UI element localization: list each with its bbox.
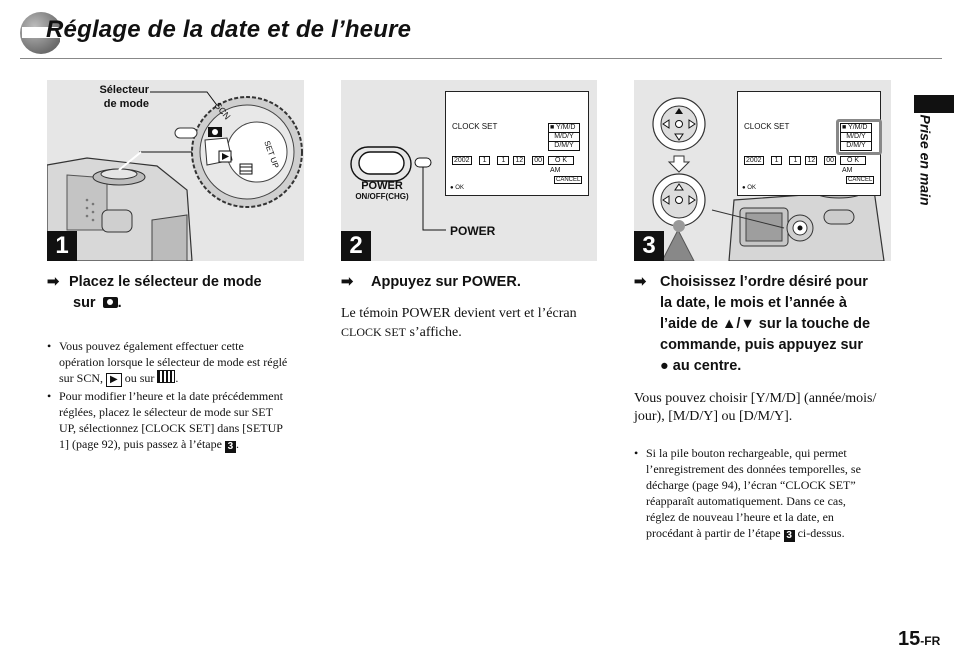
step3-instruction-line1: Choisissez l’ordre désiré pour — [660, 274, 868, 290]
power-callout: POWER — [450, 224, 496, 238]
step1-note2-line4: 1] (page 92), puis passez à l’étape — [59, 437, 222, 451]
lcd-format-mdy[interactable]: M/D/Y — [548, 133, 580, 142]
step2-description-line2: s’affiche. — [406, 325, 462, 340]
step2-instruction — [341, 272, 601, 293]
camera-icon — [103, 297, 118, 308]
lcd3-hour-field[interactable]: 12 — [807, 157, 816, 164]
dial-setup-label: SET UP — [262, 139, 281, 170]
lcd3-month-field[interactable]: 1 — [771, 156, 783, 165]
step3-note-line4: réapparaît automatiquement. Dans ce cas, — [646, 494, 846, 508]
page-number-value: 15 — [898, 628, 921, 650]
step3-description-line2: jour), [M/D/Y] ou [D/M/Y]. — [634, 409, 793, 424]
power-label-sub: ON/OFF(CHG) — [355, 192, 409, 201]
lcd3-format-ymd[interactable]: ■ Y/M/D — [840, 123, 872, 133]
lcd3-minute-field[interactable]: 00 — [826, 157, 834, 164]
side-tab-marker — [914, 95, 954, 113]
clock-set-screen-step3 — [737, 91, 881, 196]
step1-illustration — [47, 80, 304, 261]
step1-note-2: • Pour modifier l’heure et la date précédemment réglées, placez le sélecteur de mode sur SET UP, sélectionnez [CLOCK SET] dans [SETUP 1] (page 92), puis passez à l’étape 3 . — [46, 388, 308, 453]
step-number-2: 2 — [341, 231, 371, 261]
lcd3-format-mdy[interactable]: M/D/Y — [840, 133, 872, 142]
step1-note1-line2: opération lorsque le sélecteur de mode est réglé — [59, 355, 288, 369]
lcd3-title: CLOCK SET — [744, 122, 790, 131]
lcd3-format-list — [840, 123, 872, 151]
page-number — [898, 628, 940, 651]
arrow-right-icon: ➡ — [634, 274, 647, 290]
step1-instruction: ➡ Placez le sélecteur de mode sur . — [47, 274, 262, 311]
lcd-am: AM — [550, 167, 561, 174]
lcd3-am: AM — [842, 167, 853, 174]
step3-instruction-line4: commande, puis appuyez sur — [660, 337, 864, 353]
page-number-suffix: -FR — [920, 634, 941, 648]
step1-instruction-line1: Placez le sélecteur de mode — [69, 274, 262, 290]
step-ref-badge: 3 — [225, 441, 236, 453]
step3-note-1 — [633, 445, 903, 542]
lcd3-footer: ● OK — [742, 185, 756, 191]
title-divider — [20, 58, 942, 59]
power-label-main: POWER — [361, 180, 403, 192]
lcd-year-field[interactable]: 2002 — [454, 157, 470, 164]
side-tab-label: Prise en main — [917, 114, 934, 206]
play-icon: ▶ — [106, 373, 122, 387]
step3-description-line1: Vous pouvez choisir [Y/M/D] (année/mois/ — [634, 391, 877, 406]
step3-notes — [633, 445, 903, 543]
step2-illustration — [341, 80, 597, 261]
lcd3-fields-row — [744, 156, 866, 165]
step1-note1-line3b: ou sur — [124, 371, 155, 385]
dial-scn-label: SCN — [212, 100, 233, 122]
step2-instruction-text: Appuyez sur POWER. — [371, 274, 521, 290]
step1-note1-line3a: sur SCN, — [59, 371, 104, 385]
step3-note-line6: procédant à partir de l’étape — [646, 526, 781, 540]
lcd-footer: ● OK — [450, 185, 464, 191]
step-number-1: 1 — [47, 231, 77, 261]
mode-selector-label — [73, 83, 149, 111]
step2-description — [341, 305, 611, 342]
lcd-cancel-button[interactable]: CANCEL — [556, 177, 581, 183]
lcd3-ok-button[interactable]: O K — [840, 156, 866, 165]
lcd-format-dmy[interactable]: D/M/Y — [548, 142, 580, 151]
step3-illustration — [634, 80, 891, 261]
step3-note-line5: réglez de nouveau l’heure et la date, en — [646, 510, 834, 524]
film-icon — [157, 370, 175, 383]
lcd-fields-row — [452, 156, 574, 165]
step3-instruction — [634, 272, 904, 377]
step3-note-line3: décharge (page 94), l’écran “CLOCK SET” — [646, 478, 856, 492]
lcd-ok-button[interactable]: O K — [548, 156, 574, 165]
step1-note2-line1: • Pour modifier l’heure et la date précédemment — [59, 389, 283, 403]
step3-note-line2: l’enregistrement des données temporelles, se — [646, 462, 861, 476]
step3-note-line1: • Si la pile bouton rechargeable, qui permet — [646, 446, 847, 460]
arrow-right-icon: ➡ — [47, 274, 60, 290]
lcd-format-ymd[interactable]: ■ Y/M/D — [548, 123, 580, 133]
page-title: Réglage de la date et de l’heure — [46, 16, 412, 43]
power-label — [345, 180, 419, 201]
step2-description-clockset: CLOCK SET — [341, 325, 407, 339]
mode-selector-label-line2: de mode — [103, 98, 149, 110]
lcd-hour-field[interactable]: 12 — [515, 157, 524, 164]
step-number-3: 3 — [634, 231, 664, 261]
step1-note2-line2: réglées, placez le sélecteur de mode sur SET — [59, 405, 273, 419]
step1-note2-line3: UP, sélectionnez [CLOCK SET] dans [SETUP — [59, 421, 283, 435]
lcd-month-field[interactable]: 1 — [479, 156, 491, 165]
step3-instruction-line5: ● au centre. — [660, 358, 742, 374]
lcd3-cancel-button[interactable]: CANCEL — [848, 177, 873, 183]
step-ref-badge: 3 — [784, 530, 795, 542]
step3-instruction-line2: la date, le mois et l’année à — [660, 295, 847, 311]
step1-note-1: • Vous pouvez également effectuer cette opération lorsque le sélecteur de mode est réglé sur SCN, ▶ ou sur . — [46, 338, 308, 387]
step3-note-line7: ci-dessus. — [797, 526, 845, 540]
step1-instruction-line2: sur — [73, 295, 96, 311]
step1-note1-line1: • Vous pouvez également effectuer cette — [59, 339, 244, 353]
lcd3-day-field[interactable]: 1 — [789, 156, 801, 165]
step3-instruction-line3: l’aide de ▲/▼ sur la touche de — [660, 316, 871, 332]
lcd3-format-dmy[interactable]: D/M/Y — [840, 142, 872, 151]
mode-selector-label-line1: Sélecteur — [99, 84, 149, 96]
lcd3-year-field[interactable]: 2002 — [746, 157, 762, 164]
lcd-title: CLOCK SET — [452, 122, 498, 131]
clock-set-screen — [445, 91, 589, 196]
lcd-day-field[interactable]: 1 — [497, 156, 509, 165]
lcd-minute-field[interactable]: 00 — [534, 157, 542, 164]
arrow-right-icon: ➡ — [341, 274, 354, 290]
step3-description — [634, 390, 904, 426]
lcd-format-list — [548, 123, 580, 151]
step1-notes — [46, 338, 308, 454]
step2-description-line1: Le témoin POWER devient vert et l’écran — [341, 306, 577, 321]
